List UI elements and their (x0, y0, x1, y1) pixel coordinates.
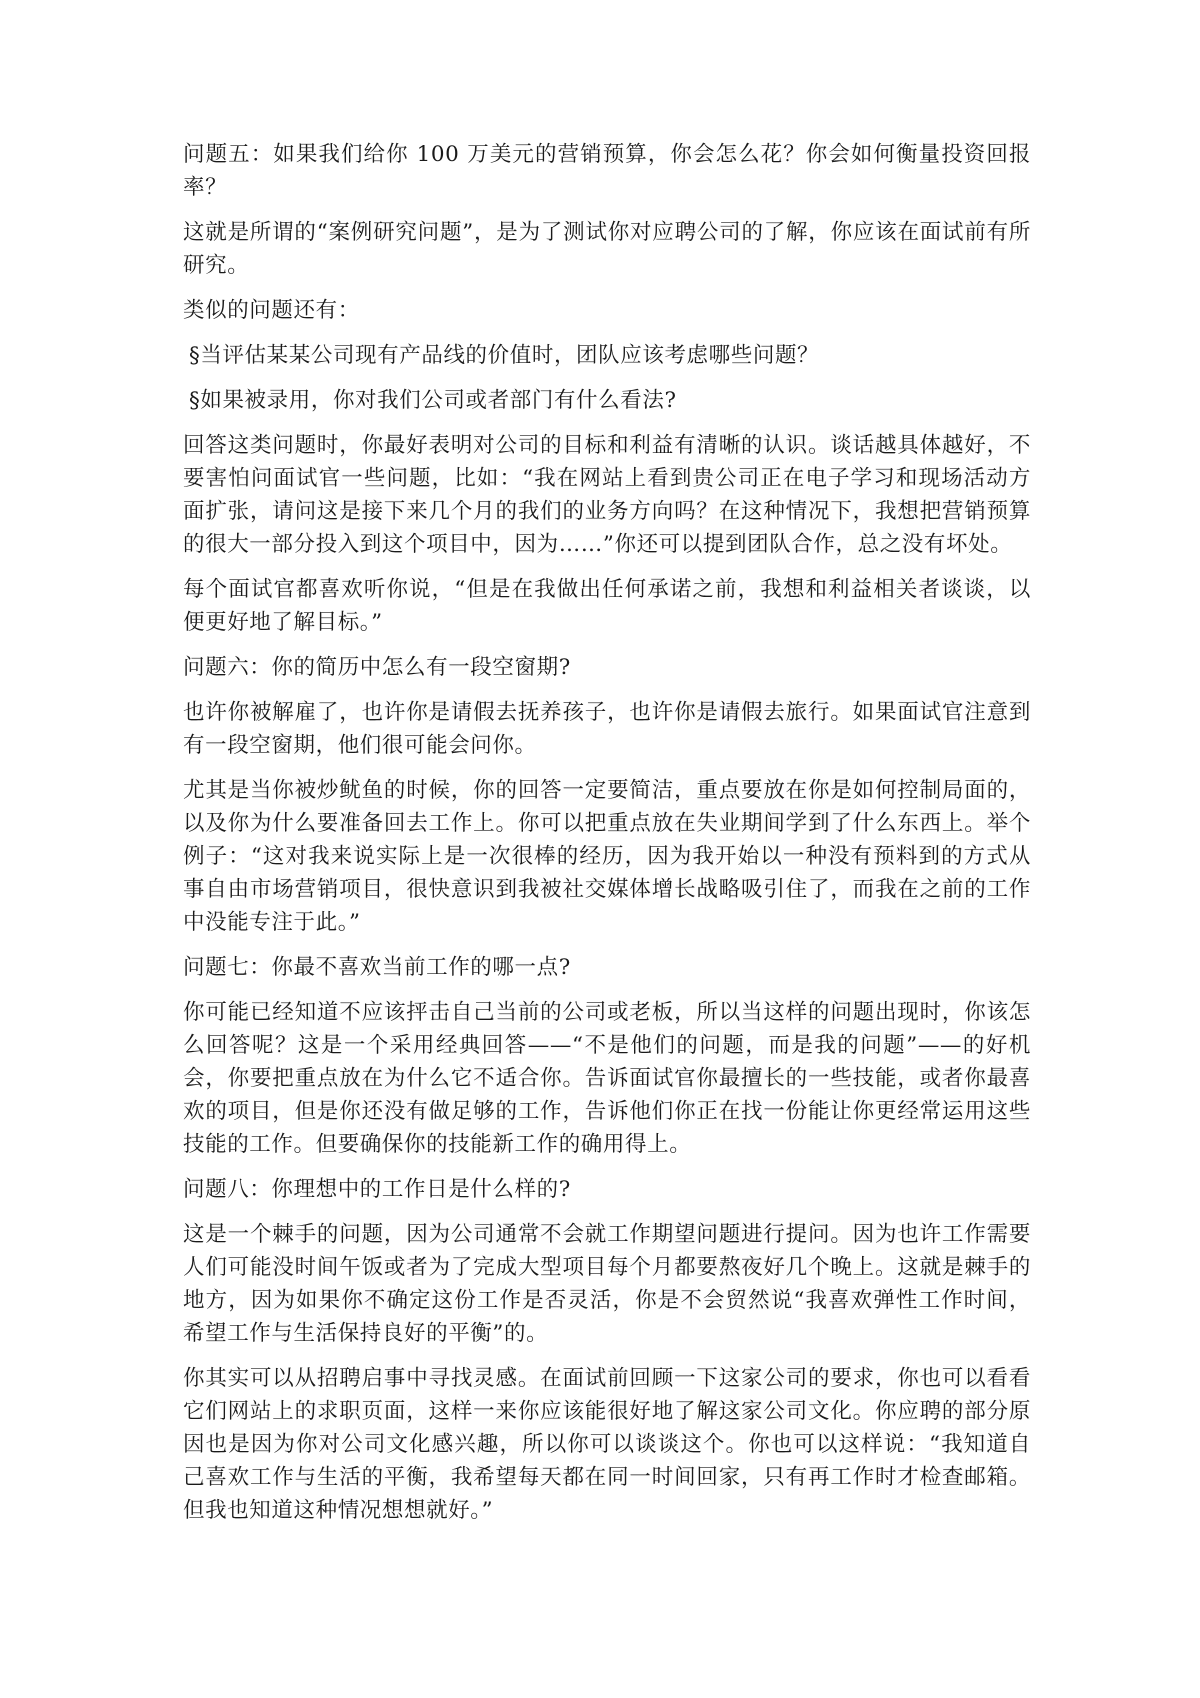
bullet-item-if-hired: §如果被录用，你对我们公司或者部门有什么看法? (189, 388, 677, 413)
paragraph-answer-tips: 回答这类问题时，你最好表明对公司的目标和利益有清晰的认识。谈话越具体越好，不要害怕问面试官一些问题，比如：“我在网站上看到贵公司正在电子学习和现场活动方面扩张，请问这是接下来几个月的我们的业务方向吗？在这种情况下，我想把营销预算的很大一部分投入到这个项目中，因为……”你还可以提到团队合作，总之没有坏处。 (183, 433, 1031, 557)
document-body (183, 138, 1031, 1539)
paragraph-gap-answer: 尤其是当你被炒鱿鱼的时候，你的回答一定要简洁，重点要放在你是如何控制局面的，以及你为什么要准备回去工作上。你可以把重点放在失业期间学到了什么东西上。举个例子：“这对我来说实际上是一次很棒的经历，因为我开始以一种没有预料到的方式从事自由市场营销项目，很快意识到我被社交媒体增长战略吸引住了，而我在之前的工作中没能专注于此。” (183, 778, 1031, 935)
question-six: 问题六：你的简历中怎么有一段空窗期? (183, 655, 571, 680)
paragraph-dislike-answer: 你可能已经知道不应该抨击自己当前的公司或老板，所以当这样的问题出现时，你该怎么回答呢？这是一个采用经典回答——“不是他们的问题，而是我的问题”——的好机会，你要把重点放在为什么它不适合你。告诉面试官你最擅长的一些技能，或者你最喜欢的项目，但是你还没有做足够的工作，告诉他们你正在找一份能让你更经常运用这些技能的工作。但要确保你的技能新工作的确用得上。 (183, 1000, 1031, 1157)
question-five: 问题五：如果我们给你 100 万美元的营销预算，你会怎么花？你会如何衡量投资回报率？ (183, 142, 1031, 200)
paragraph-ideal-day: 这是一个棘手的问题，因为公司通常不会就工作期望问题进行提问。因为也许工作需要人们可能没时间午饭或者为了完成大型项目每个月都要熬夜好几个晚上。这就是棘手的地方，因为如果你不确定这份工作是否灵活，你是不会贸然说“我喜欢弹性工作时间，希望工作与生活保持良好的平衡”的。 (183, 1222, 1031, 1346)
paragraph-stakeholders: 每个面试官都喜欢听你说，“但是在我做出任何承诺之前，我想和利益相关者谈谈，以便更好地了解目标。” (183, 577, 1031, 635)
paragraph-gap-intro: 也许你被解雇了，也许你是请假去抚养孩子，也许你是请假去旅行。如果面试官注意到有一段空窗期，他们很可能会问你。 (183, 700, 1031, 758)
bullet-item-product-line: §当评估某某公司现有产品线的价值时，团队应该考虑哪些问题？ (189, 343, 820, 368)
question-eight: 问题八：你理想中的工作日是什么样的? (183, 1177, 571, 1202)
paragraph-case-study: 这就是所谓的“案例研究问题”，是为了测试你对应聘公司的了解，你应该在面试前有所研究。 (183, 220, 1031, 278)
paragraph-job-posting: 你其实可以从招聘启事中寻找灵感。在面试前回顾一下这家公司的要求，你也可以看看它们网站上的求职页面，这样一来你应该能很好地了解这家公司文化。你应聘的部分原因也是因为你对公司文化感兴趣，所以你可以谈谈这个。你也可以这样说：“我知道自己喜欢工作与生活的平衡，我希望每天都在同一时间回家，只有再工作时才检查邮箱。但我也知道这种情况想想就好。” (183, 1366, 1031, 1523)
question-seven: 问题七：你最不喜欢当前工作的哪一点? (183, 955, 571, 980)
paragraph-similar-questions: 类似的问题还有： (183, 298, 360, 323)
